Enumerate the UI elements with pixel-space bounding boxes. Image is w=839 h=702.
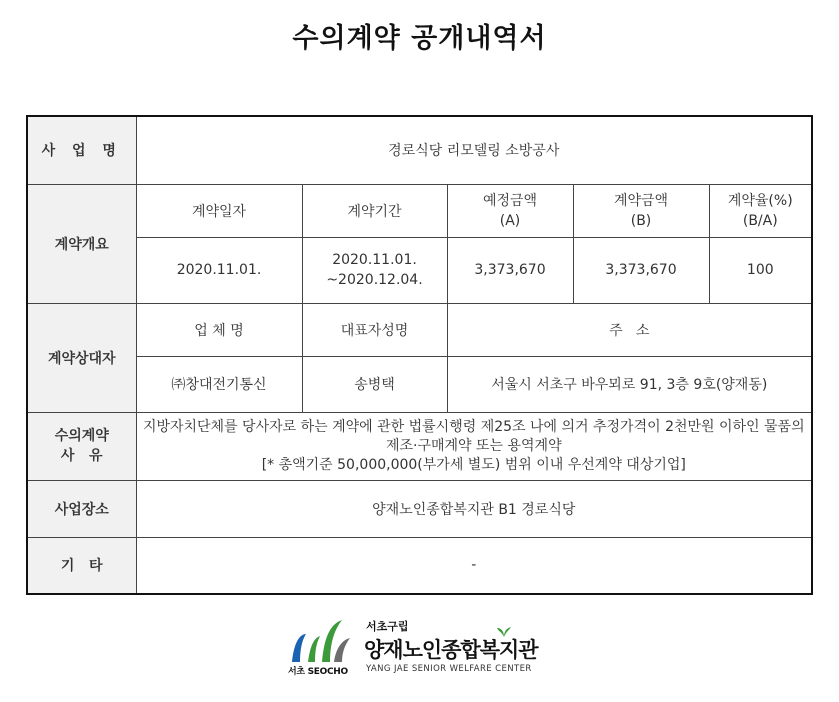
representative-value: 송병택 (302, 356, 447, 412)
contract-rate-value: 100 (709, 237, 812, 303)
address-header: 주 소 (447, 303, 812, 356)
contract-date-header: 계약일자 (136, 184, 302, 237)
representative-header: 대표자성명 (302, 303, 447, 356)
estimated-amount-value: 3,373,670 (447, 237, 573, 303)
other-value: - (136, 537, 812, 594)
row-counterparty-headers (27, 303, 812, 356)
contract-amount-value: 3,373,670 (573, 237, 709, 303)
reason-text: 지방자치단체를 당사자로 하는 계약에 관한 법률시행령 제25조 나에 의거 추정가격이 2천만원 이하인 물품의 제조·구매계약 또는 용역계약 [* 총액기준 50,000,000(부가세 별도) 범위 이내 우선계약 대상기업] (136, 412, 812, 480)
logo-center-name: 양재노인종합복지관 (364, 638, 538, 662)
row-location (27, 480, 812, 537)
business-name-label: 사 업 명 (27, 116, 136, 184)
company-name-header: 업 체 명 (136, 303, 302, 356)
address-value: 서울시 서초구 바우뫼로 91, 3층 9호(양재동) (447, 356, 812, 412)
row-other (27, 537, 812, 594)
other-label: 기 타 (27, 537, 136, 594)
document-title: 수의계약 공개내역서 (292, 23, 547, 54)
location-value: 양재노인종합복지관 B1 경로식당 (136, 480, 812, 537)
leaf-icon (496, 626, 512, 638)
reason-label: 수의계약 사 유 (27, 412, 136, 480)
contract-period-header: 계약기간 (302, 184, 447, 237)
disclosure-table (26, 115, 813, 595)
row-counterparty-values (27, 356, 812, 412)
counterparty-label: 계약상대자 (27, 303, 136, 412)
location-label: 사업장소 (27, 480, 136, 537)
company-name-value: ㈜창대전기통신 (136, 356, 302, 412)
emblem-label: 서초 SEOCHO (288, 667, 348, 677)
business-name-value: 경로식당 리모델링 소방공사 (136, 116, 812, 184)
center-logo (286, 612, 556, 682)
contract-date-value: 2020.11.01. (136, 237, 302, 303)
contract-summary-label: 계약개요 (27, 184, 136, 303)
estimated-amount-header: 예정금액 (A) (447, 184, 573, 237)
contract-rate-header: 계약율(%) (B/A) (709, 184, 812, 237)
logo-subtitle: 서초구립 (366, 620, 409, 633)
row-contract-values (27, 237, 812, 303)
row-contract-headers (27, 184, 812, 237)
row-business-name (27, 116, 812, 184)
contract-amount-header: 계약금액 (B) (573, 184, 709, 237)
row-reason (27, 412, 812, 480)
logo-english-name: YANG JAE SENIOR WELFARE CENTER (366, 664, 532, 674)
contract-period-value: 2020.11.01. ~2020.12.04. (302, 237, 447, 303)
